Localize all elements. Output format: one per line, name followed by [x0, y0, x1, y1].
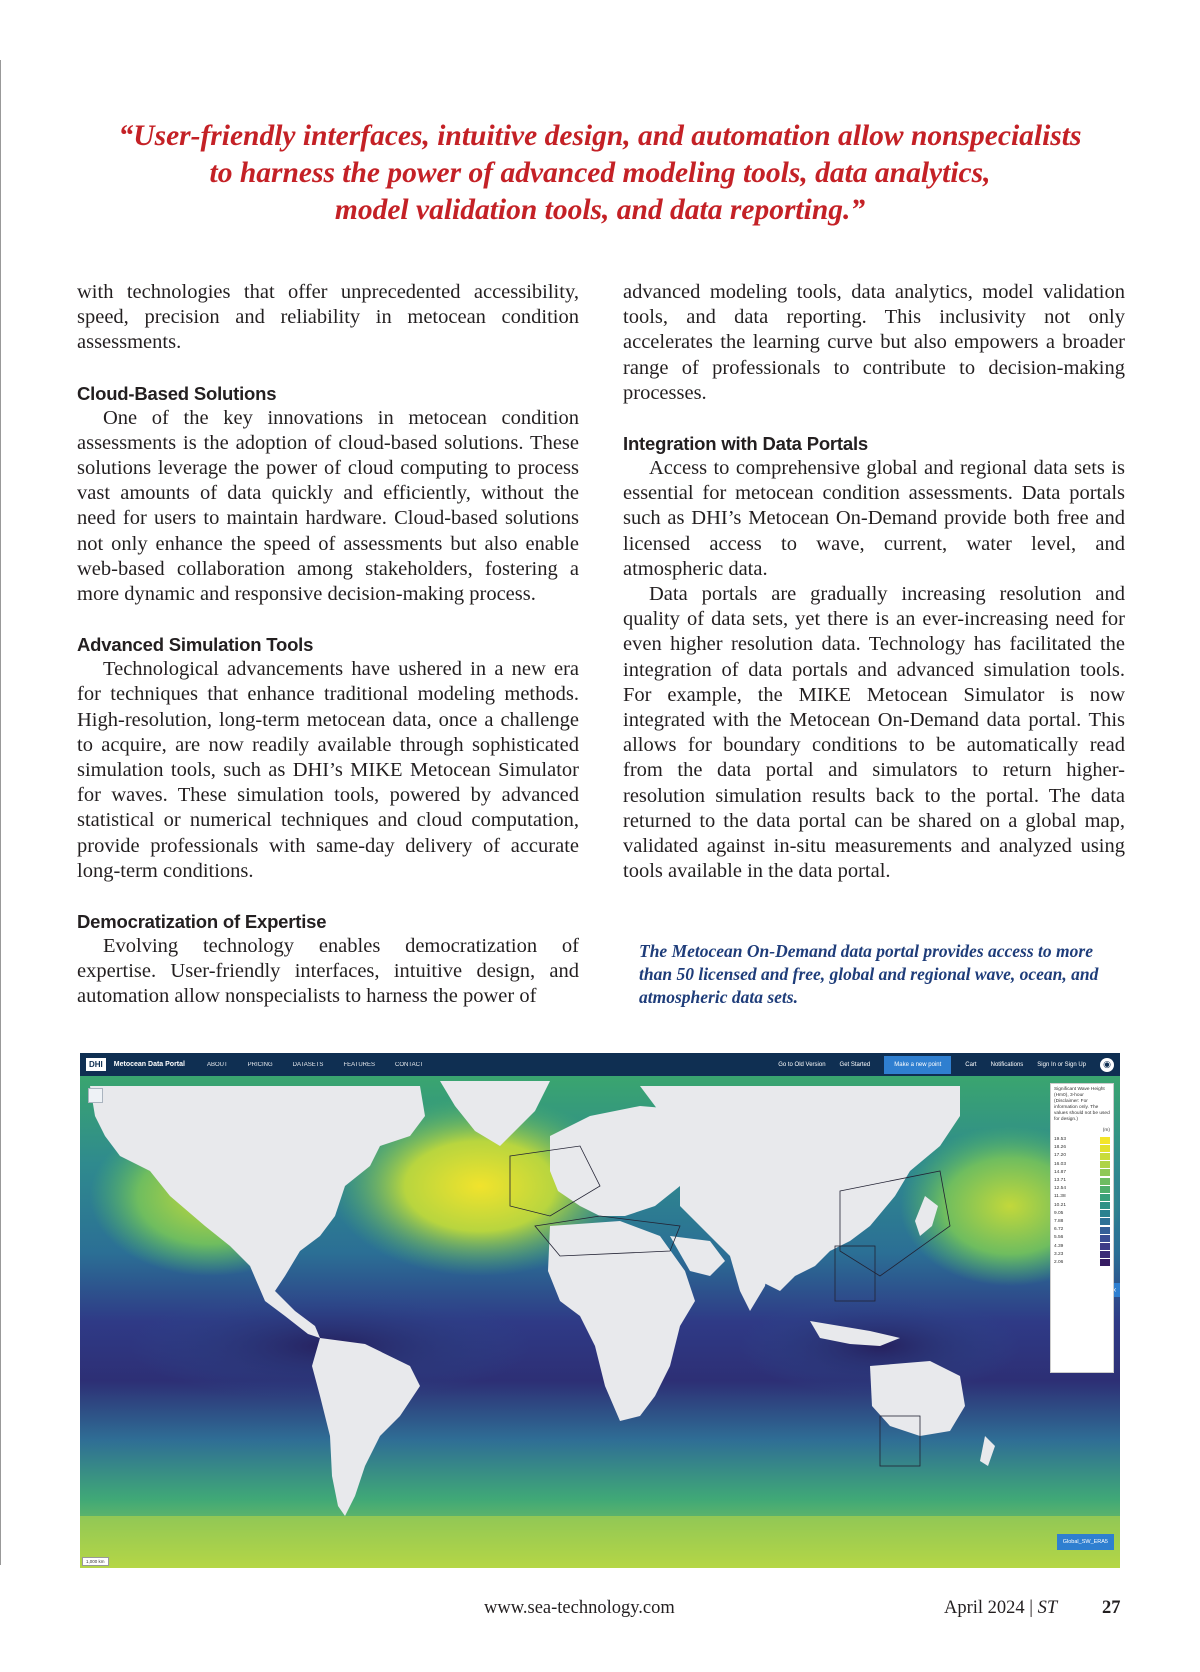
footer-url: www.sea-technology.com	[484, 1598, 675, 1618]
legend-row	[1054, 1202, 1110, 1210]
legend-value: 4.39	[1054, 1243, 1064, 1249]
legend-row	[1054, 1226, 1110, 1234]
dataset-selector-button[interactable]: Global_SW_ERA5	[1057, 1534, 1114, 1550]
map-scale-bar: 1,000 km	[82, 1557, 109, 1566]
legend-swatch	[1100, 1210, 1110, 1217]
header-actions	[778, 1056, 1120, 1074]
footer-magazine: ST	[1037, 1598, 1058, 1618]
dhi-logo: DHI	[86, 1058, 106, 1071]
nav-contact[interactable]: CONTACT	[395, 1061, 424, 1068]
collapse-panel-icon[interactable]: ‹	[1110, 1283, 1120, 1297]
globe-icon[interactable]: ◉	[1100, 1058, 1114, 1072]
legend-value: 11.38	[1054, 1194, 1066, 1200]
portal-screenshot	[80, 1053, 1120, 1568]
legend-value: 16.03	[1054, 1161, 1067, 1167]
sign-in-link[interactable]: Sign In or Sign Up	[1037, 1061, 1086, 1068]
heading-integration-data-portals: Integration with Data Portals	[623, 433, 869, 455]
legend-row	[1054, 1136, 1110, 1144]
legend-swatch	[1100, 1194, 1110, 1201]
legend-value: 5.56	[1054, 1235, 1064, 1241]
legend-row	[1054, 1210, 1110, 1218]
portal-title: Metocean Data Portal	[113, 1061, 185, 1068]
legend-row	[1054, 1242, 1110, 1250]
legend-value: 7.88	[1054, 1218, 1064, 1224]
legend-swatch	[1100, 1145, 1110, 1152]
legend-swatch	[1100, 1251, 1110, 1258]
nav-pricing[interactable]: PRICING	[247, 1061, 273, 1068]
footer-issue-date: April 2024 |	[944, 1598, 1034, 1618]
layers-button[interactable]	[88, 1088, 103, 1103]
pull-quote	[60, 118, 1140, 229]
legend-swatch	[1100, 1153, 1110, 1160]
legend-value: 13.71	[1054, 1178, 1067, 1184]
legend-value: 2.06	[1054, 1259, 1064, 1265]
legend-swatch	[1100, 1259, 1110, 1266]
paragraph-democratization: Evolving technology enables democratization of expertise. User-friendly interfaces, intuitive design, and automation allow nonspecialists to harness the power of	[77, 935, 579, 1008]
get-started-link[interactable]: Get Started	[839, 1061, 871, 1068]
map-legend	[1050, 1083, 1114, 1373]
pull-quote-line: model validation tools, and data reporting.”	[334, 194, 866, 226]
wave-height-map[interactable]	[80, 1076, 1120, 1568]
legend-row	[1054, 1144, 1110, 1152]
legend-value: 18.26	[1054, 1145, 1067, 1151]
legend-row	[1054, 1234, 1110, 1242]
heading-cloud-based-solutions: Cloud-Based Solutions	[77, 382, 277, 404]
legend-value: 19.53	[1054, 1137, 1067, 1143]
legend-row	[1054, 1177, 1110, 1185]
legend-value: 6.72	[1054, 1227, 1064, 1233]
legend-value: 14.87	[1054, 1169, 1067, 1175]
paragraph-cloud-based: One of the key innovations in metocean condition assessments is the adoption of cloud-based solutions. These solutions leverage the power of cloud computing to process vast amounts of data quickly and efficiently, without the need for users to maintain hardware. Cloud-based solutions not only enhance the speed of assessments but also enable web-based collaboration among stakeholders, fostering a more dynamic and responsive decision-making process.	[77, 406, 579, 606]
legend-row	[1054, 1259, 1110, 1267]
legend-swatch	[1100, 1178, 1110, 1185]
legend-swatch	[1100, 1169, 1110, 1176]
paragraph-data-portals-resolution: Data portals are gradually increasing resolution and quality of data sets, yet there is an ever-increasing need for even higher resolution data. Technology has facilitated the integration of data portals and advanced simulation tools. For example, the MIKE Metocean Simulator is now integrated with the Metocean On-Demand data portal. This allows for boundary conditions to be automatically read from the data portal and simulators to return higher-resolution simulation results back to the portal. The data returned to the data portal can be shared on a global map, validated against in-situ measurements and analyzed using tools available in the data portal.	[623, 583, 1125, 883]
southern-ocean-band	[80, 1516, 1120, 1568]
legend-swatch	[1100, 1227, 1110, 1234]
legend-scale	[1054, 1136, 1110, 1267]
page-edge-line	[0, 60, 1, 1565]
legend-swatch	[1100, 1235, 1110, 1242]
nav-features[interactable]: FEATURES	[343, 1061, 376, 1068]
legend-value: 12.54	[1054, 1186, 1067, 1192]
legend-value: 9.05	[1054, 1210, 1064, 1216]
legend-row	[1054, 1185, 1110, 1193]
legend-swatch	[1100, 1218, 1110, 1225]
legend-row	[1054, 1161, 1110, 1169]
notifications-link[interactable]: Notifications	[990, 1061, 1024, 1068]
legend-row	[1054, 1251, 1110, 1259]
legend-swatch	[1100, 1186, 1110, 1193]
legend-swatch	[1100, 1137, 1110, 1144]
portal-header-bar	[80, 1053, 1120, 1076]
right-column	[623, 280, 1125, 884]
new-point-button[interactable]: Make a new point	[884, 1056, 951, 1074]
legend-swatch	[1100, 1243, 1110, 1250]
legend-value: 17.20	[1054, 1153, 1067, 1159]
figure-caption: The Metocean On-Demand data portal provides access to more than 50 licensed and free, global and regional wave, ocean, and atmospheric data sets.	[639, 941, 1099, 1007]
paragraph-simulation-tools: Technological advancements have ushered in a new era for techniques that enhance traditional modeling methods. High-resolution, long-term metocean data, once a challenge to acquire, are now readily available through sophisticated simulation tools, such as DHI’s MIKE Metocean Simulator for waves. These simulation tools, powered by advanced statistical or numerical techniques and cloud computation, provide professionals with same-day delivery of accurate long-term conditions.	[77, 658, 579, 882]
heading-democratization: Democratization of Expertise	[77, 911, 327, 933]
legend-row	[1054, 1218, 1110, 1226]
right-intro-paragraph: advanced modeling tools, data analytics, model validation tools, and data reporting. This inclusivity not only accelerates the learning curve but also empowers a broader range of professionals to contribute to decision-making processes.	[623, 281, 1125, 404]
legend-row	[1054, 1169, 1110, 1177]
legend-row	[1054, 1152, 1110, 1160]
old-version-link[interactable]: Go to Old Version	[778, 1061, 826, 1068]
legend-unit: (m)	[1102, 1128, 1110, 1133]
legend-value: 3.23	[1054, 1251, 1064, 1257]
legend-swatch	[1100, 1161, 1110, 1168]
pull-quote-line: “User-friendly interfaces, intuitive design, and automation allow nonspecialists	[118, 120, 1082, 152]
cart-link[interactable]: Cart	[965, 1061, 977, 1068]
legend-value: 10.21	[1054, 1202, 1067, 1208]
left-intro-paragraph: with technologies that offer unprecedented accessibility, speed, precision and reliability in metocean condition assessments.	[77, 281, 579, 354]
heading-advanced-simulation-tools: Advanced Simulation Tools	[77, 634, 314, 656]
legend-row	[1054, 1193, 1110, 1201]
legend-title: Significant Wave Height (Hm0), 3-hour (Disclaimer: For information only. The values should not be used for design.)	[1054, 1087, 1110, 1122]
legend-swatch	[1100, 1202, 1110, 1209]
paragraph-data-portals-access: Access to comprehensive global and regional data sets is essential for metocean condition assessments. Data portals such as DHI’s Metocean On-Demand provide both free and licensed access to wave, current, water level, and atmospheric data.	[623, 457, 1125, 580]
pull-quote-line: to harness the power of advanced modeling tools, data analytics,	[209, 157, 991, 189]
footer-issue	[944, 1598, 1057, 1619]
nav-datasets[interactable]: DATASETS	[292, 1061, 324, 1068]
page-number: 27	[1102, 1598, 1121, 1618]
left-column	[77, 280, 579, 1010]
nav-about[interactable]: ABOUT	[206, 1061, 228, 1068]
